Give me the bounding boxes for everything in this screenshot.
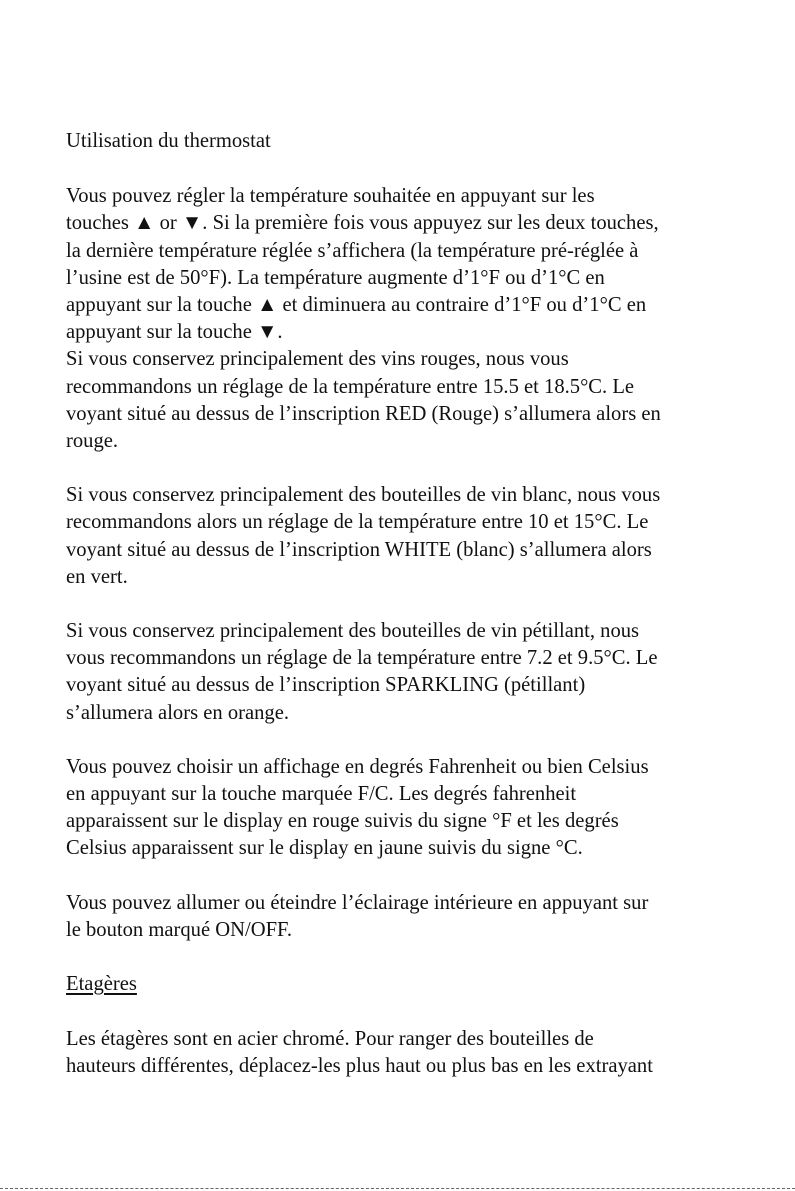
document-page [66, 128, 786, 1108]
text-line: vous recommandons un réglage de la température entre 7.2 et 9.5°C. Le [66, 647, 658, 670]
paragraph-sparkling-wine [66, 618, 786, 727]
text-line: Celsius apparaissent sur le display en jaune suivis du signe °C. [66, 837, 583, 860]
text-line: Les étagères sont en acier chromé. Pour ranger des bouteilles de [66, 1028, 594, 1051]
text-line: Vous pouvez allumer ou éteindre l’éclairage intérieure en appuyant sur [66, 891, 649, 914]
text-line: Si vous conservez principalement des bouteilles de vin blanc, nous vous [66, 484, 661, 507]
text-line: Vous pouvez choisir un affichage en degrés Fahrenheit ou bien Celsius [66, 755, 649, 778]
paragraph-fahrenheit-celsius [66, 754, 786, 863]
paragraph-white-wine [66, 482, 786, 591]
text-line: appuyant sur la touche ▼. [66, 321, 283, 344]
text-line: Vous pouvez régler la température souhaitée en appuyant sur les [66, 185, 595, 208]
text-line: s’allumera alors en orange. [66, 701, 290, 724]
paragraph-interior-light [66, 890, 786, 944]
paragraph-shelves [66, 1026, 786, 1080]
text-line: recommandons alors un réglage de la température entre 10 et 15°C. Le [66, 511, 649, 534]
text-line: appuyant sur la touche ▲ et diminuera au contraire d’1°F ou d’1°C en [66, 294, 647, 317]
text-line: Si vous conservez principalement des bouteilles de vin pétillant, nous [66, 620, 640, 643]
text-line: hauteurs différentes, déplacez-les plus haut ou plus bas en les extrayant [66, 1055, 653, 1078]
text-line: voyant situé au dessus de l’inscription SPARKLING (pétillant) [66, 674, 586, 697]
text-line: en vert. [66, 565, 128, 588]
section-heading-shelves: Etagères [66, 973, 137, 996]
text-line: voyant situé au dessus de l’inscription RED (Rouge) s’allumera alors en [66, 402, 661, 425]
text-line: la dernière température réglée s’affichera (la température pré-réglée à [66, 239, 639, 262]
text-line: apparaissent sur le display en rouge suivis du signe °F et les degrés [66, 810, 619, 833]
text-line: en appuyant sur la touche marquée F/C. Les degrés fahrenheit [66, 783, 577, 806]
text-line: Si vous conservez principalement des vins rouges, nous vous [66, 348, 569, 371]
section-heading-thermostat: Utilisation du thermostat [66, 130, 271, 152]
text-line: rouge. [66, 430, 119, 453]
paragraph-temperature-setting [66, 183, 786, 346]
text-line: touches ▲ or ▼. Si la première fois vous appuyez sur les deux touches, [66, 212, 659, 235]
text-line: l’usine est de 50°F). La température augmente d’1°F ou d’1°C en [66, 266, 605, 289]
text-line: le bouton marqué ON/OFF. [66, 918, 293, 941]
text-line: voyant situé au dessus de l’inscription WHITE (blanc) s’allumera alors [66, 538, 652, 561]
text-line: recommandons un réglage de la température entre 15.5 et 18.5°C. Le [66, 375, 635, 398]
page-bottom-divider [0, 1188, 795, 1189]
paragraph-red-wine [66, 346, 786, 455]
